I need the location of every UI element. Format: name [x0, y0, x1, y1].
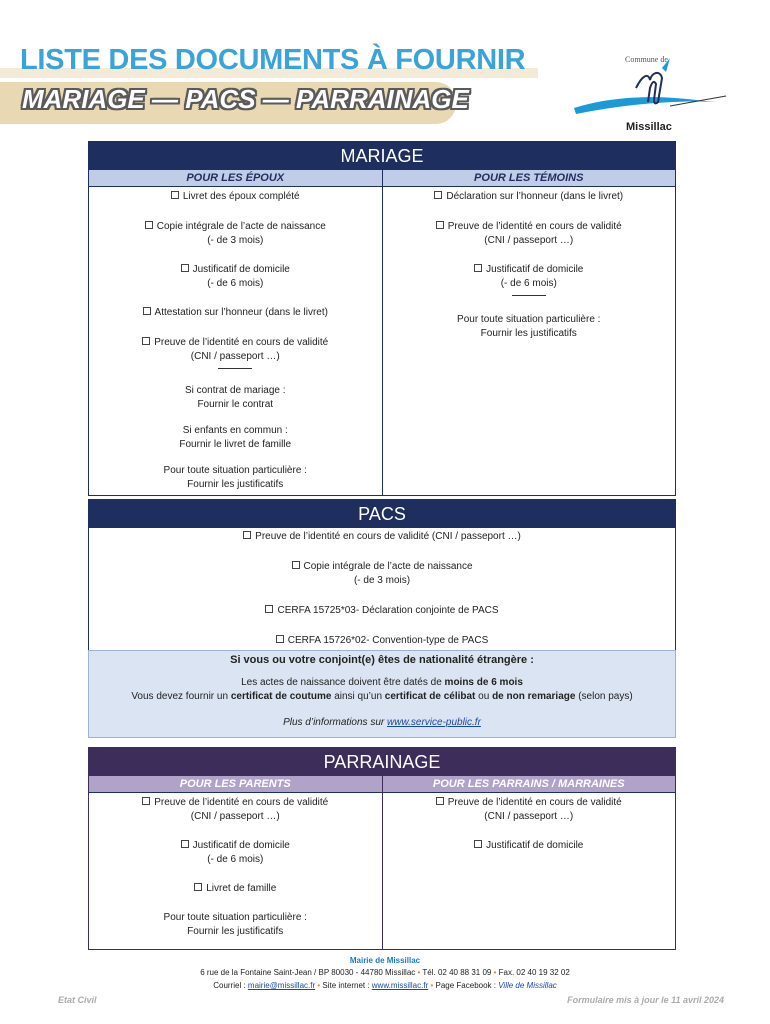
- foreign-info: Plus d’informations sur www.service-public.fr: [283, 717, 481, 728]
- list-item: Livret des époux complété: [89, 190, 382, 204]
- list-item: Preuve de l’identité en cours de validité (CNI / passeport …): [383, 220, 676, 248]
- facebook-page[interactable]: Ville de Missillac: [498, 981, 557, 990]
- checkbox-icon: [474, 264, 482, 272]
- conditional-note: Pour toute situation particulière : Fournir les justificatifs: [457, 314, 601, 339]
- parents-heading: POUR LES PARENTS: [89, 776, 382, 793]
- footer-org: Mairie de Missillac: [349, 956, 421, 965]
- list-item: Justificatif de domicile (- de 6 mois): [89, 263, 382, 291]
- checkbox-icon: [143, 307, 151, 315]
- temoins-heading: POUR LES TÉMOINS: [383, 170, 676, 187]
- checkbox-icon: [171, 191, 179, 199]
- page-title: LISTE DES DOCUMENTS À FOURNIR: [20, 44, 526, 76]
- checkbox-icon: [142, 337, 150, 345]
- email-link[interactable]: mairie@missillac.fr: [247, 981, 316, 990]
- temoins-column: [382, 170, 676, 495]
- checkbox-icon: [194, 883, 202, 891]
- separator: [512, 295, 546, 296]
- conditional-note: Si enfants en commun : Fournir le livret de famille: [179, 425, 292, 450]
- conditional-note: Pour toute situation particulière : Fournir les justificatifs: [163, 912, 307, 937]
- footer-department: Etat Civil: [58, 995, 97, 1005]
- conditional-note: Si contrat de mariage : Fournir le contrat: [184, 385, 286, 410]
- list-item: Copie intégrale de l’acte de naissance (- de 3 mois): [89, 560, 675, 588]
- list-item: Preuve de l’identité en cours de validité (CNI / passeport …): [89, 796, 382, 824]
- mariage-header: MARIAGE: [89, 142, 675, 170]
- logo-town-name: Missillac: [626, 121, 672, 133]
- list-item: Preuve de l’identité en cours de validité (CNI / passeport …): [89, 530, 675, 544]
- list-item: Preuve de l’identité en cours de validité (CNI / passeport …): [89, 336, 382, 364]
- checkbox-icon: [145, 221, 153, 229]
- checkbox-icon: [181, 264, 189, 272]
- list-item: Livret de famille: [89, 882, 382, 896]
- footer-update-date: Formulaire mis à jour le 11 avril 2024: [567, 995, 724, 1005]
- list-item: Preuve de l’identité en cours de validité (CNI / passeport …): [383, 796, 676, 824]
- conditional-note: Pour toute situation particulière : Fournir les justificatifs: [163, 465, 307, 490]
- mariage-section: [88, 141, 676, 496]
- foreign-line-1: Les actes de naissance doivent être datés de moins de 6 mois: [241, 677, 523, 688]
- checkbox-icon: [276, 635, 284, 643]
- list-item: Justificatif de domicile: [383, 839, 676, 853]
- checkbox-icon: [434, 191, 442, 199]
- list-item: Justificatif de domicile (- de 6 mois): [89, 839, 382, 867]
- foreign-line-2: Vous devez fournir un certificat de coutume ainsi qu’un certificat de célibat ou de non remariage (selon pays): [131, 691, 633, 702]
- checkbox-icon: [142, 797, 150, 805]
- checkbox-icon: [181, 840, 189, 848]
- logo-commune-text: Commune de: [625, 55, 668, 64]
- checkbox-icon: [436, 797, 444, 805]
- epoux-column: [89, 170, 382, 495]
- footer-contact-line: Courriel : mairie@missillac.fr • Site internet : www.missillac.fr • Page Facebook : Ville de Missillac: [213, 981, 557, 990]
- list-item: Déclaration sur l’honneur (dans le livret): [383, 190, 676, 204]
- parrains-column: [382, 776, 676, 949]
- list-item: Attestation sur l’honneur (dans le livret): [89, 306, 382, 320]
- checkbox-icon: [436, 221, 444, 229]
- checkbox-icon: [243, 531, 251, 539]
- checkbox-icon: [292, 561, 300, 569]
- pacs-section: [88, 499, 676, 651]
- foreign-nationality-box: [88, 650, 676, 738]
- service-public-link[interactable]: www.service-public.fr: [387, 717, 481, 728]
- parents-column: [89, 776, 382, 949]
- footer-address-line: 6 rue de la Fontaine Saint-Jean / BP 80030 - 44780 Missillac • Tél. 02 40 88 31 09 • Fax. 02 40 19 32 02: [200, 968, 570, 977]
- separator: [218, 368, 252, 369]
- parrainage-header: PARRAINAGE: [89, 748, 675, 776]
- website-link[interactable]: www.missillac.fr: [371, 981, 429, 990]
- epoux-heading: POUR LES ÉPOUX: [89, 170, 382, 187]
- checkbox-icon: [265, 605, 273, 613]
- list-item: Justificatif de domicile (- de 6 mois): [383, 263, 676, 291]
- page-subtitle: MARIAGE — PACS — PARRAINAGE: [22, 84, 469, 114]
- list-item: CERFA 15725*03- Déclaration conjointe de PACS: [89, 604, 675, 618]
- parrains-heading: POUR LES PARRAINS / MARRAINES: [383, 776, 676, 793]
- list-item: CERFA 15726*02- Convention-type de PACS: [89, 634, 675, 648]
- foreign-title: Si vous ou votre conjoint(e) êtes de nationalité étrangère :: [230, 654, 534, 666]
- checkbox-icon: [474, 840, 482, 848]
- pacs-header: PACS: [89, 500, 675, 528]
- parrainage-section: [88, 747, 676, 950]
- pacs-list: [89, 528, 675, 648]
- list-item: Copie intégrale de l’acte de naissance (- de 3 mois): [89, 220, 382, 248]
